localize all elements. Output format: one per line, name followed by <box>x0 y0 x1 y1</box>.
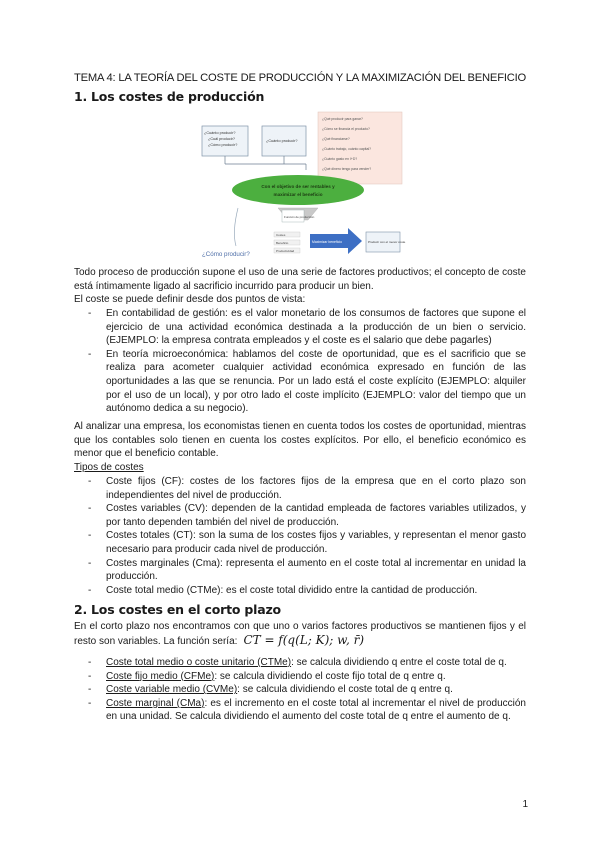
diagram-box-right-line: ¿Qué producir para ganar? <box>322 117 363 121</box>
diagram-box-left-line: ¿Cuál producir? <box>208 137 236 141</box>
list-item: - Costes totales (CT): son la suma de los costes fijos y variables, y representan el menor gasto necesario para producir cada nivel de producción. <box>74 529 526 556</box>
diagram-final-box-text: Producir con el menor coste <box>368 240 406 244</box>
list-item: - Coste fijos (CF): costes de los factores fijos de la empresa que en el corto plazo son independientes del nivel de producción. <box>74 475 526 502</box>
diagram-box-right-line: ¿Cómo se financia el producto? <box>322 127 370 131</box>
diagram-box-left-line: ¿Cómo producir? <box>208 143 238 147</box>
term: Coste marginal (CMa) <box>106 697 205 709</box>
list-item: - En contabilidad de gestión: es el valor monetario de los consumos de factores que supone el ejercicio de una actividad económica destinada a la producción de un bien o servicio. (EJEMPLO: la empresa contrata empleados y el coste es el salario que debe pagarles) <box>74 307 526 348</box>
cost-types-list <box>74 475 526 597</box>
diagram-box-right-line: ¿Qué dinero tengo para vender? <box>322 167 372 171</box>
cost-viewpoints-list <box>74 307 526 416</box>
diagram-objective-ellipse <box>232 175 364 205</box>
short-run-costs-list <box>74 656 526 724</box>
diagram-box-right-line: ¿Cuánto trabajo, cuánto capital? <box>322 147 372 151</box>
list-item: - Coste total medio (CTMe): es el coste total dividido entre la cantidad de producción. <box>74 584 526 598</box>
list-item: - En teoría microeconómica: hablamos del coste de oportunidad, que es el sacrificio que se realiza para acometer cualquier actividad económica expresado en función de las oportunidades a las que se renuncia. Por un lado está el coste explícito (EJEMPLO: alquiler por el uso de un local), y por otro lado el coste implícito (EJEMPLO: valor del tiempo que un autónomo dedica a su negocio). <box>74 348 526 416</box>
cost-function-formula: CT = f(q(L; K); w, r̄) <box>243 632 365 647</box>
diagram-arrow-label: Maximizar beneficio <box>312 240 342 244</box>
section-heading-1 <box>74 89 264 104</box>
list-item <box>74 656 526 670</box>
paragraph-text: En el corto plazo nos encontramos con que uno o varios factores productivos se mantienen fijos y el resto son variables. La función sería: <box>74 621 526 647</box>
diagram-box-right-line: ¿Cuánto gasto en I+D? <box>322 157 358 161</box>
subheading-tipos-costes: Tipos de costes <box>74 462 144 473</box>
diagram-box-right-line: ¿Qué financiarse? <box>322 137 350 141</box>
section-title: Los costes en el corto plazo <box>91 602 281 617</box>
term: Coste fijo medio (CFMe) <box>106 670 215 682</box>
diagram-how-label: ¿Cómo producir? <box>202 251 250 258</box>
diagram-ellipse-line: maximizar el beneficio <box>273 192 323 197</box>
paragraph-short-run <box>74 620 526 648</box>
term: Coste total medio o coste unitario (CTMe) <box>106 657 292 668</box>
paragraph: Al analizar una empresa, los economistas tienen en cuenta todos los costes de oportunidad, mientras que los contables solo tienen en cuenta los costes explícitos. Por ello, el beneficio económico es menor que el beneficio contable. <box>74 421 526 460</box>
diagram-label: Productividad <box>276 249 295 253</box>
definition: : se calcula dividiendo q entre el coste total de q. <box>291 657 507 668</box>
diagram-label: Beneficio <box>276 241 289 245</box>
paragraph: El coste se puede definir desde dos puntos de vista: <box>74 294 306 305</box>
section-number: 2. <box>74 602 88 617</box>
term: Coste variable medio (CVMe) <box>106 684 238 696</box>
diagram-ellipse-line: Con el objetivo de ser rentables y <box>261 184 335 189</box>
definition: : es el incremento en el coste total al incrementar el nivel de producción en una unidad. Se calcula dividiendo el aumento del coste total de q entre el aumento de q. <box>106 697 526 723</box>
list-item: - Costes marginales (Cma): representa el aumento en el coste total al incrementar en unidad la producción. <box>74 557 526 584</box>
diagram-box-left-line: ¿Cuánto producir? <box>204 131 236 135</box>
diagram-label: Costes <box>276 233 286 237</box>
list-item <box>74 697 526 724</box>
list-item <box>74 683 526 697</box>
definition: : se calcula dividiendo el coste fijo total de q entre q. <box>214 670 446 682</box>
definition: : se calcula dividiendo el coste total de q entre q. <box>237 684 453 696</box>
paragraph: Todo proceso de producción supone el uso de una serie de factores productivos; el concepto de coste está íntimamente ligado al sacrificio incurrido para producir un bien. <box>74 267 526 292</box>
section-heading-2 <box>74 602 281 617</box>
production-diagram <box>190 108 426 260</box>
diagram-box-mid-text: ¿Cuánto producir? <box>266 139 298 143</box>
diagram-curve <box>234 208 238 246</box>
section-title: Los costes de producción <box>91 89 265 104</box>
section-number: 1. <box>74 89 88 104</box>
page-title: TEMA 4: LA TEORÍA DEL COSTE DE PRODUCCIÓN Y LA MAXIMIZACIÓN DEL BENEFICIO <box>73 72 527 84</box>
list-item <box>74 670 526 684</box>
page-number: 1 <box>522 799 528 810</box>
diagram-small-box-text: Función de producción <box>284 215 315 219</box>
list-item: - Costes variables (CV): dependen de la cantidad empleada de factores variables utilizados, y por tanto dependen también del nivel de producción. <box>74 502 526 529</box>
